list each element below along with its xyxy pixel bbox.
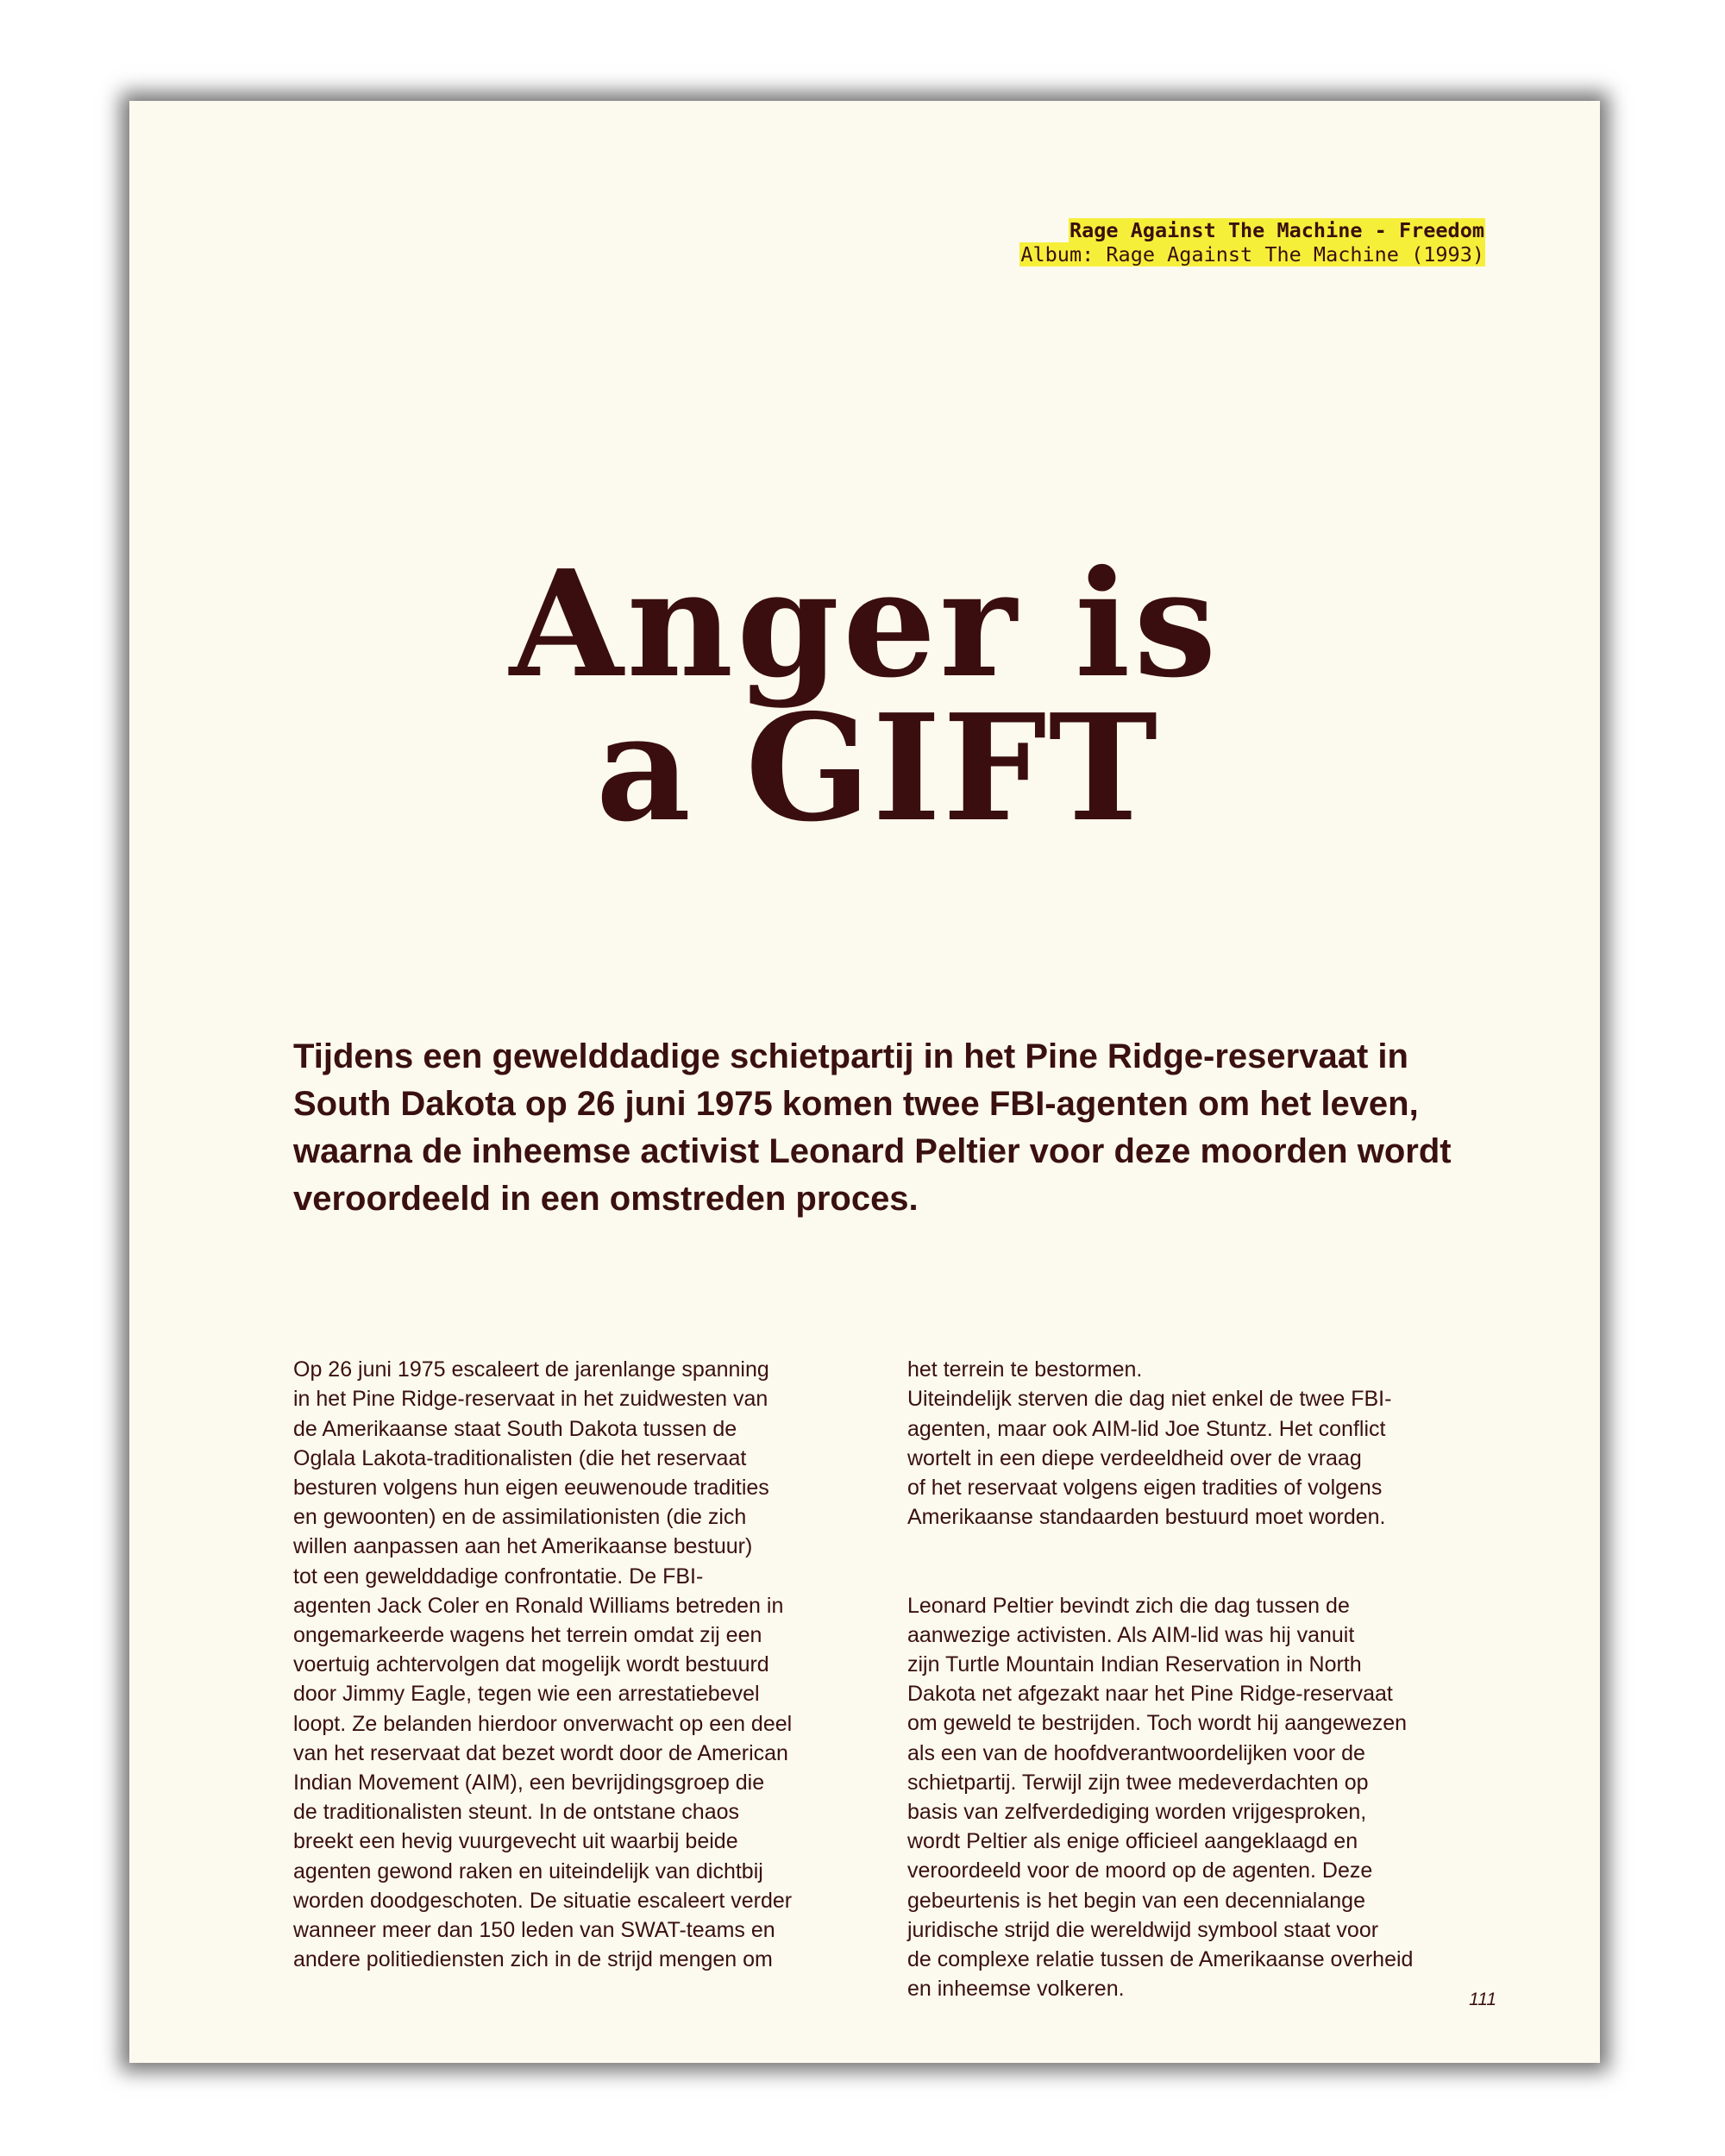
- headline-line-1: Anger is: [509, 538, 1220, 711]
- magazine-page: [129, 101, 1600, 2063]
- headline: [129, 538, 1600, 855]
- album-info: Album: Rage Against The Machine (1993): [1020, 242, 1484, 266]
- body-paragraph: Op 26 juni 1975 escaleert de jarenlange spanning in het Pine Ridge-reservaat in het zuidwesten van de Amerikaanse staat South Dakota tussen de Oglala Lakota-traditionalisten (die het reservaat besturen volgens hun eigen eeuwenoude tradities en gewoonten) en de assimilationisten (die zich willen aanpassen aan het Amerikaanse bestuur) tot een gewelddadige confrontatie. De FBI- agenten Jack Coler en Ronald Williams betreden in ongemarkeerde wagens het terrein omdat zij een voertuig achtervolgen dat mogelijk wordt bestuurd door Jimmy Eagle, tegen wie een arrestatiebevel loopt. Ze belanden hierdoor onverwacht op een deel van het reservaat dat bezet wordt door de American Indian Movement (AIM), een bevrijdingsgroep die de traditionalisten steunt. In de ontstane chaos breekt een hevig vuurgevecht uit waarbij beide agenten gewond raken en uiteindelijk van dichtbij worden doodgeschoten. De situatie escaleert verder wanneer meer dan 150 leden van SWAT-teams en andere politiediensten zich in de strijd mengen om: [293, 1357, 793, 1972]
- song-title: Rage Against The Machine - Freedom: [1069, 218, 1484, 242]
- body-column-left: [293, 1326, 888, 2004]
- lead-paragraph: Tijdens een gewelddadige schietpartij in het Pine Ridge-reservaat in South Dakota op 26 juni 1975 komen twee FBI-agenten om het leven, waarna de inheemse activist Leonard Peltier voor deze moorden wordt veroordeeld in een omstreden proces.: [293, 1037, 1452, 1218]
- body-paragraph: het terrein te bestormen. Uiteindelijk sterven die dag niet enkel de twee FBI- agenten, maar ook AIM-lid Joe Stuntz. Het conflict wortelt in een diepe verdeeldheid over de vraag of het reservaat volgens eigen tradities of volgens Amerikaanse standaarden bestuurd moet worden.: [907, 1357, 1392, 1530]
- headline-line-2: a GIFT: [595, 682, 1160, 855]
- body-paragraph: Leonard Peltier bevindt zich die dag tussen de aanwezige activisten. Als AIM-lid was hij vanuit zijn Turtle Mountain Indian Reservation in North Dakota net afgezakt naar het Pine Ridge-reservaat om geweld te bestrijden. Toch wordt hij aangewezen als een van de hoofdverantwoordelijken voor de schietpartij. Terwijl zijn twee medeverdachten op basis van zelfverdediging worden vrijgesproken, wordt Peltier als enige officieel aangeklaagd en veroordeeld voor de moord op de agenten. Deze gebeurtenis is het begin van een decennialange juridische strijd die wereldwijd symbool staat voor de complexe relatie tussen de Amerikaanse overheid en inheemse volkeren.: [907, 1593, 1414, 2002]
- song-credit: [1019, 218, 1485, 266]
- page-number: 111: [1469, 1990, 1496, 2009]
- body-column-right: [907, 1326, 1511, 2034]
